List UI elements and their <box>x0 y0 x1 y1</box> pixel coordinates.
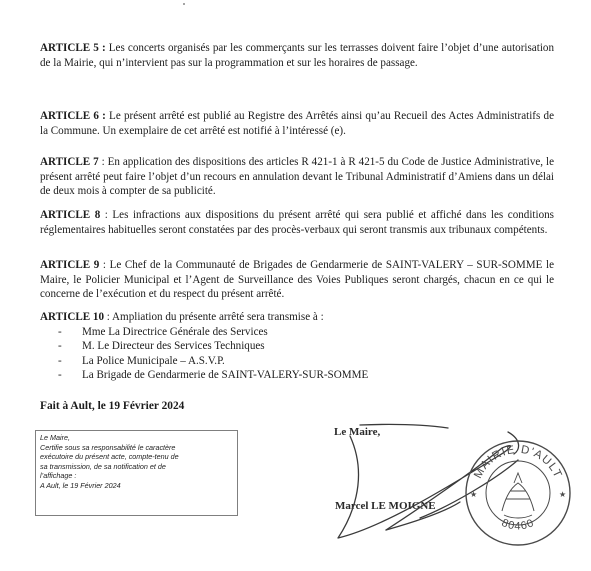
certification-line: A Ault, le 19 Février 2024 <box>40 480 121 490</box>
article-8-heading: ARTICLE 8 <box>40 209 101 221</box>
article-5-heading: ARTICLE 5 : <box>40 42 106 54</box>
place-and-date: Fait à Ault, le 19 Février 2024 <box>40 400 185 412</box>
stamp-bottom-text: 80460 <box>499 516 537 533</box>
article-5-text: Les concerts organisés par les commerçants sur les terrasses doivent faire l’objet d’une autorisation de la Mairie, qui n’intervient pas sur la programmation et sur les horaires de passage. <box>40 42 554 69</box>
svg-text:80460 <box>500 517 537 533</box>
article-8 <box>40 208 554 237</box>
recipient-item: - La Police Municipale – A.S.V.P. <box>58 354 554 369</box>
article-6-text: Le présent arrêté est publié au Registre des Arrêtés ainsi qu’au Recueil des Actes Administratifs de la Commune. Un exemplaire de cet arrêté est notifié à l’intéressé (e). <box>40 110 554 137</box>
certification-line: Certifie sous sa responsabilité le caractère <box>40 442 176 452</box>
article-8-text: : Les infractions aux dispositions du présent arrêté qui sera publié et affiché dans les conditions réglementaires habituelles seront constatées par des procès-verbaux qui seront transmis aux tribunaux compétents. <box>40 209 555 236</box>
star-icon: ★ <box>559 490 567 499</box>
certification-line: l’affichage : <box>40 471 77 480</box>
stamp-top-text: MAIRIE D'AULT <box>472 443 564 481</box>
article-7-heading: ARTICLE 7 <box>40 156 99 168</box>
certification-line: sa transmission, de sa notification et de <box>40 461 166 471</box>
article-10 <box>40 310 554 383</box>
star-icon: ★ <box>470 490 478 499</box>
recipient-item: - Mme La Directrice Générale des Services <box>58 325 554 340</box>
article-6-heading: ARTICLE 6 : <box>40 110 106 122</box>
town-hall-stamp <box>462 437 574 549</box>
article-9 <box>40 258 554 302</box>
certification-box <box>35 430 238 516</box>
article-10-heading: ARTICLE 10 <box>40 311 105 323</box>
signatory-name: Marcel LE MOIGNE <box>335 500 436 512</box>
article-9-heading: ARTICLE 9 <box>40 259 100 271</box>
recipient-item: - La Brigade de Gendarmerie de SAINT-VALERY-SUR-SOMME <box>58 368 554 383</box>
certification-line: Le Maire, <box>40 433 70 442</box>
article-6 <box>40 109 554 138</box>
recipient-list <box>40 325 554 383</box>
article-7 <box>40 155 554 199</box>
article-10-text: : Ampliation du présente arrêté sera transmise à : <box>104 311 324 323</box>
article-7-text: : En application des dispositions des articles R 421-1 à R 421-5 du Code de Justice Administrative, le présent arrêté peut faire l’objet d’un recours en annulation devant le Tribunal Administratif d’Amiens dans un délai de deux mois à compter de sa publicité. <box>40 156 554 198</box>
recipient-item: - M. Le Directeur des Services Techniques <box>58 339 554 354</box>
svg-text:MAIRIE D'AULT <box>472 444 564 481</box>
article-5 <box>40 41 554 70</box>
scan-speck <box>183 3 185 5</box>
certification-line: exécutoire du présent acte, compte-tenu de <box>40 452 179 461</box>
article-9-text: : Le Chef de la Communauté de Brigades de Gendarmerie de SAINT-VALERY – SUR-SOMME le Maire, le Policier Municipal et l’Agent de Surveillance des Voies Publiques seront chargés, chacun en ce qui le concerne de l’exécution et du respect du présent arrêté. <box>40 259 554 301</box>
signatory-title: Le Maire, <box>334 426 381 438</box>
